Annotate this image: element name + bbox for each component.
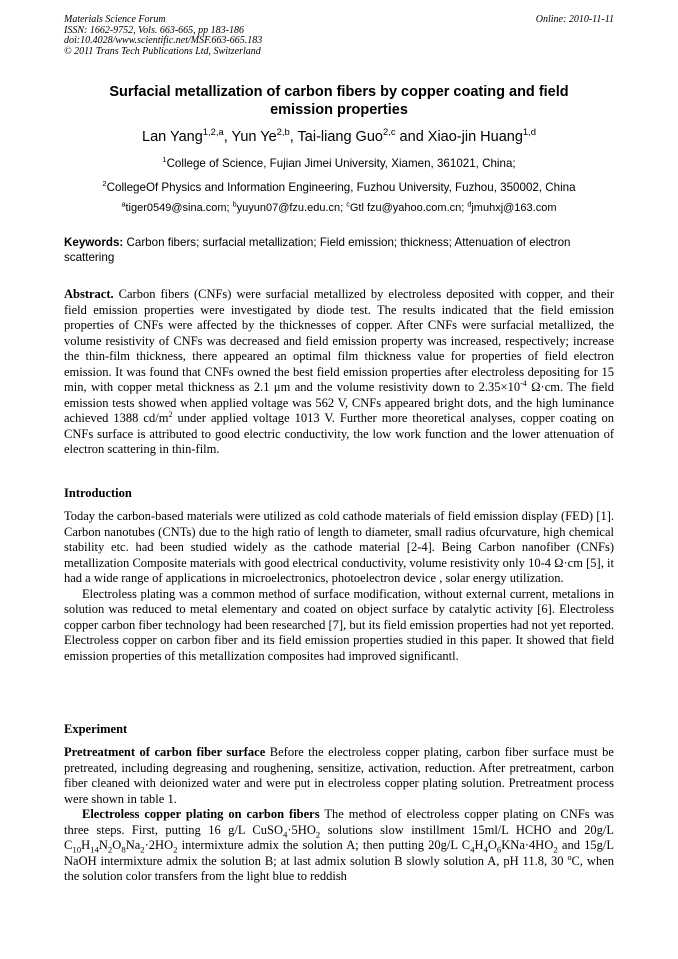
text: O [112,838,122,853]
author-affil-mark: 1,d [522,126,536,138]
journal-header [64,15,262,57]
text: H [474,838,484,853]
subscript: 6 [496,844,502,855]
paragraph [64,745,614,807]
subsection-label: Electroless copper plating on carbon fibers [82,807,320,822]
subscript: 14 [90,844,99,855]
online-date: Online: 2010-11-11 [535,14,614,25]
affil-mark: 1 [162,155,167,165]
text: intermixture admix the solution A; then putting 20g/L C [177,838,471,853]
text: N [98,838,108,853]
subscript: 8 [121,844,126,855]
paragraph: Today the carbon-based materials were utilized as cold cathode materials of field emission display (FED) [1]. Carbon nanotubes (CNTs) due to the high ratio of length to diameter, small radius ofcurvature, high chemical stability etc. had been studied widely as the cathode material [2-4]. Being Carbon nanofiber (CNFs) metallization Composite materials with good electrical conductivity, volume resistivity only 10-4 Ω·cm [5], it had a wide range of applications in microelectronics, photoelectron device , solar energy utilization. [64,509,614,586]
author-name: Yun Ye [231,129,277,145]
keywords-text: Carbon fibers; surfacial metallization; Field emission; thickness; Attenuation of electron scattering [64,236,571,264]
section-heading-introduction: Introduction [64,486,132,500]
email-link[interactable]: tiger0549@sina.com; [125,202,233,214]
email-link[interactable]: Gtl fzu@yahoo.com.cn; [349,202,468,214]
subscript: 10 [72,844,82,855]
keywords-label: Keywords: [64,236,124,249]
section-heading-experiment: Experiment [64,722,128,736]
email-link[interactable]: jmuhxj@163.com [471,202,557,214]
text: ·5HO [287,822,316,837]
affil-mark: 2 [102,179,107,189]
subscript: 2 [140,844,145,855]
text: O [487,838,497,853]
affiliation-1 [64,157,614,171]
text: solutions slow instillment 15ml/L HCHO and 20g/L C [64,822,614,853]
abstract-text: Carbon fibers (CNFs) were surfacial metallized by electroless deposited with copper, and their field emission properties were investigated by diode test. The results indicated that the field emission properties of CNFs were affected by the thicknesses of copper. After CNFs were surfacial metallized, the volume resistivity of CNFs was decreased and field emission property was increased, respectively; increase the thin-film thickness, there appeared an optimal film thickness value for properties of field electron emission. It was found that CNFs owned the best field emission properties after electroless depositing for 15 min, with copper metal thickness as 2.1 μm and the volume resistivity down to 2.35×10 [64,287,614,395]
email-mark: b [232,200,237,209]
paragraph [64,807,614,885]
subscript: 4 [283,829,288,840]
abstract-label: Abstract. [64,287,114,301]
text: and 15g/L NaOH intermixture admix the solution B; at last admix solution B slowly solution A, pH 11.8, 30 [64,838,614,868]
author-name: Xiao-jin Huang [427,129,523,145]
journal-name: Materials Science Forum [64,14,166,25]
author-list [64,128,614,146]
paragraph: Electroless plating was a common method of surface modification, without external current, metalions in solution was reduced to metal elementary and coated on object surface by catalytic activity [6]. Electroless copper carbon fiber technology had been researched [7], but its field emission properties had not yet reported. Electroless copper on carbon fiber and its field emission properties studied in this paper. It showed that field emission properties of this metallization composites had improved significantl. [64,586,614,663]
author-affil-mark: 2,b [276,126,290,138]
copyright-line: © 2011 Trans Tech Publications Ltd, Switzerland [64,45,261,57]
author-affil-mark: 1,2,a [202,126,224,138]
abstract [64,287,614,458]
experiment-body [64,745,614,885]
subscript: 2 [107,844,113,855]
subscript: 2 [315,829,321,840]
affiliation-2 [64,181,614,195]
degree-mark: o [567,852,572,862]
author-separator: , [223,129,232,145]
email-link[interactable]: yuyun07@fzu.edu.cn; [236,202,347,214]
affil-text: College of Science, Fujian Jimei University, Xiamen, 361021, China; [166,157,516,170]
abstract-text: under applied voltage 1013 V. Further more theoretical analyses, copper coating on CNFs surface is attributed to good electric conductivity, the low work function and the lower attenuation of electron scattering in thin-film. [64,411,614,457]
doi-line: doi:10.4028/www.scientific.net/MSF.663-665.183 [64,35,263,47]
author-name: Lan Yang [142,129,203,145]
title-line-1: Surfacial metallization of carbon fibers by copper coating and field [109,84,569,100]
text: The method of electroless copper plating on CNFs was three steps. First, putting 16 g/L CuSO [64,807,615,837]
email-mark: a [121,200,126,209]
subsection-label: Pretreatment of carbon fiber surface [64,745,266,759]
introduction-body [64,509,614,664]
email-mark: c [346,200,350,209]
email-mark: d [467,200,472,209]
author-separator: , [289,129,298,145]
author-separator: and [395,129,428,145]
subscript: 4 [470,844,475,855]
subscript: 2 [173,844,178,855]
issn-line: ISSN: 1662-9752, Vols. 663-665, pp 183-186 [64,24,244,36]
author-emails [64,201,614,215]
affil-text: CollegeOf Physics and Information Engineering, Fuzhou University, Fuzhou, 350002, China [106,181,576,194]
subscript: 2 [553,844,558,855]
title-line-2: emission properties [270,102,408,118]
exponent: 2 [168,410,173,420]
text: ·2HO [144,838,174,853]
exponent: -4 [520,379,527,389]
paper-title [64,83,614,119]
text: H [81,838,91,853]
paragraph-text: Before the electroless copper plating, carbon fiber surface must be pretreated, including degreasing and roughening, sensitize, activation, reduction. After pretreatment, carbon fiber cleaned with deionized water and were put in electroless copper plating solution. Pretreatment process were shown in table 1. [64,745,614,806]
subscript: 4 [483,844,488,855]
keywords [64,236,614,265]
author-affil-mark: 2,c [382,126,396,138]
text: KNa·4HO [501,838,554,853]
text: C, when the solution color transfers from the light blue to reddish [64,853,614,884]
text: Na [125,838,141,853]
abstract-text: Ω·cm. The field emission tests showed when applied voltage was 562 V, CNFs appeared bright dots, and the high luminance achieved 1388 cd/m [64,380,614,426]
author-name: Tai-liang Guo [297,129,383,145]
